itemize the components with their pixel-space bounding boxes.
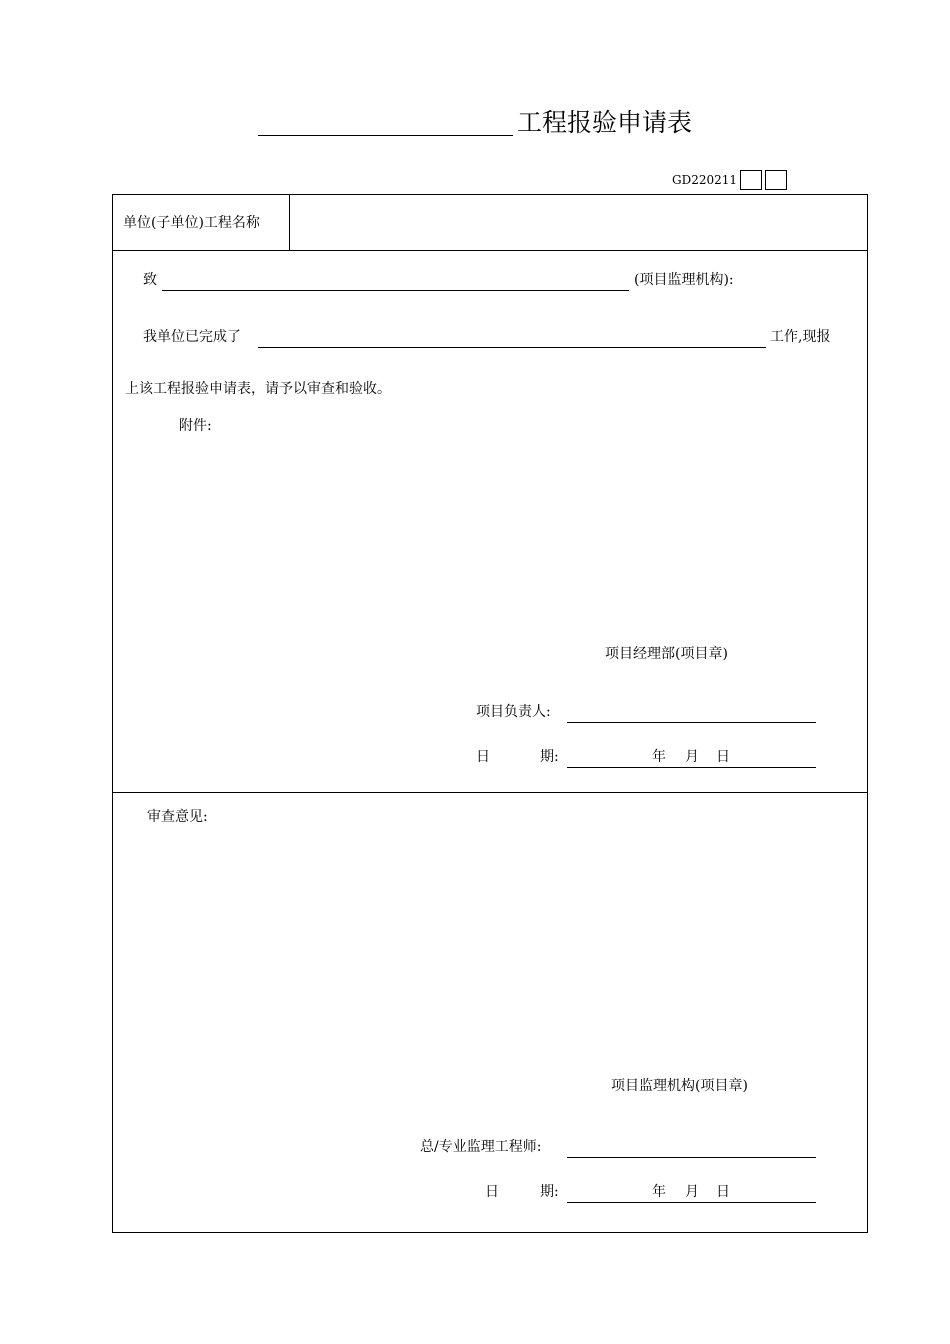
review-opinion-label: 审查意见:: [147, 809, 208, 825]
row-divider-2: [113, 792, 867, 793]
unit-project-name-field[interactable]: [291, 197, 863, 249]
attachment-label: 附件:: [179, 418, 212, 434]
contractor-year: 年: [652, 749, 666, 765]
project-name-blank[interactable]: [258, 135, 513, 136]
work-suffix: 工作,现报: [770, 329, 831, 345]
code-box-1[interactable]: [740, 170, 762, 190]
review-year: 年: [652, 1184, 666, 1200]
title-text: 工程报验申请表: [517, 108, 693, 137]
contractor-seal-label: 项目经理部(项目章): [605, 646, 728, 662]
supervising-engineer-label: 总/专业监理工程师:: [420, 1139, 542, 1155]
form-code: [672, 170, 787, 190]
form-table: [112, 194, 868, 1233]
contractor-date-label-b: 期:: [540, 749, 559, 765]
contractor-day: 日: [716, 749, 730, 765]
row-divider-1: [113, 250, 867, 251]
form-code-text: GD220211: [672, 173, 738, 187]
review-date-label-b: 期:: [540, 1184, 559, 1200]
supervising-engineer-blank[interactable]: [567, 1157, 816, 1158]
form-title: [258, 104, 692, 138]
review-day: 日: [716, 1184, 730, 1200]
unit-project-name-label: 单位(子单位)工程名称: [123, 215, 260, 231]
review-date-field[interactable]: [567, 1184, 816, 1203]
review-opinion-area[interactable]: [125, 835, 855, 1065]
project-manager-label: 项目负责人:: [476, 704, 551, 720]
review-month: 月: [685, 1184, 699, 1200]
project-manager-blank[interactable]: [567, 722, 816, 723]
org-suffix: (项目监理机构):: [634, 272, 734, 288]
supervision-org-blank[interactable]: [162, 290, 629, 291]
contractor-month: 月: [685, 749, 699, 765]
col-divider: [289, 195, 290, 250]
completed-label: 我单位已完成了: [143, 329, 241, 345]
to-label: 致: [143, 272, 157, 288]
contractor-date-label-a: 日: [476, 749, 490, 765]
request-text: 上该工程报验申请表，请予以审查和验收。: [125, 381, 391, 397]
review-date-label-a: 日: [485, 1184, 499, 1200]
supervision-seal-label: 项目监理机构(项目章): [611, 1078, 748, 1094]
work-item-blank[interactable]: [258, 347, 766, 348]
contractor-date-field[interactable]: [567, 749, 816, 768]
code-box-2[interactable]: [765, 170, 787, 190]
